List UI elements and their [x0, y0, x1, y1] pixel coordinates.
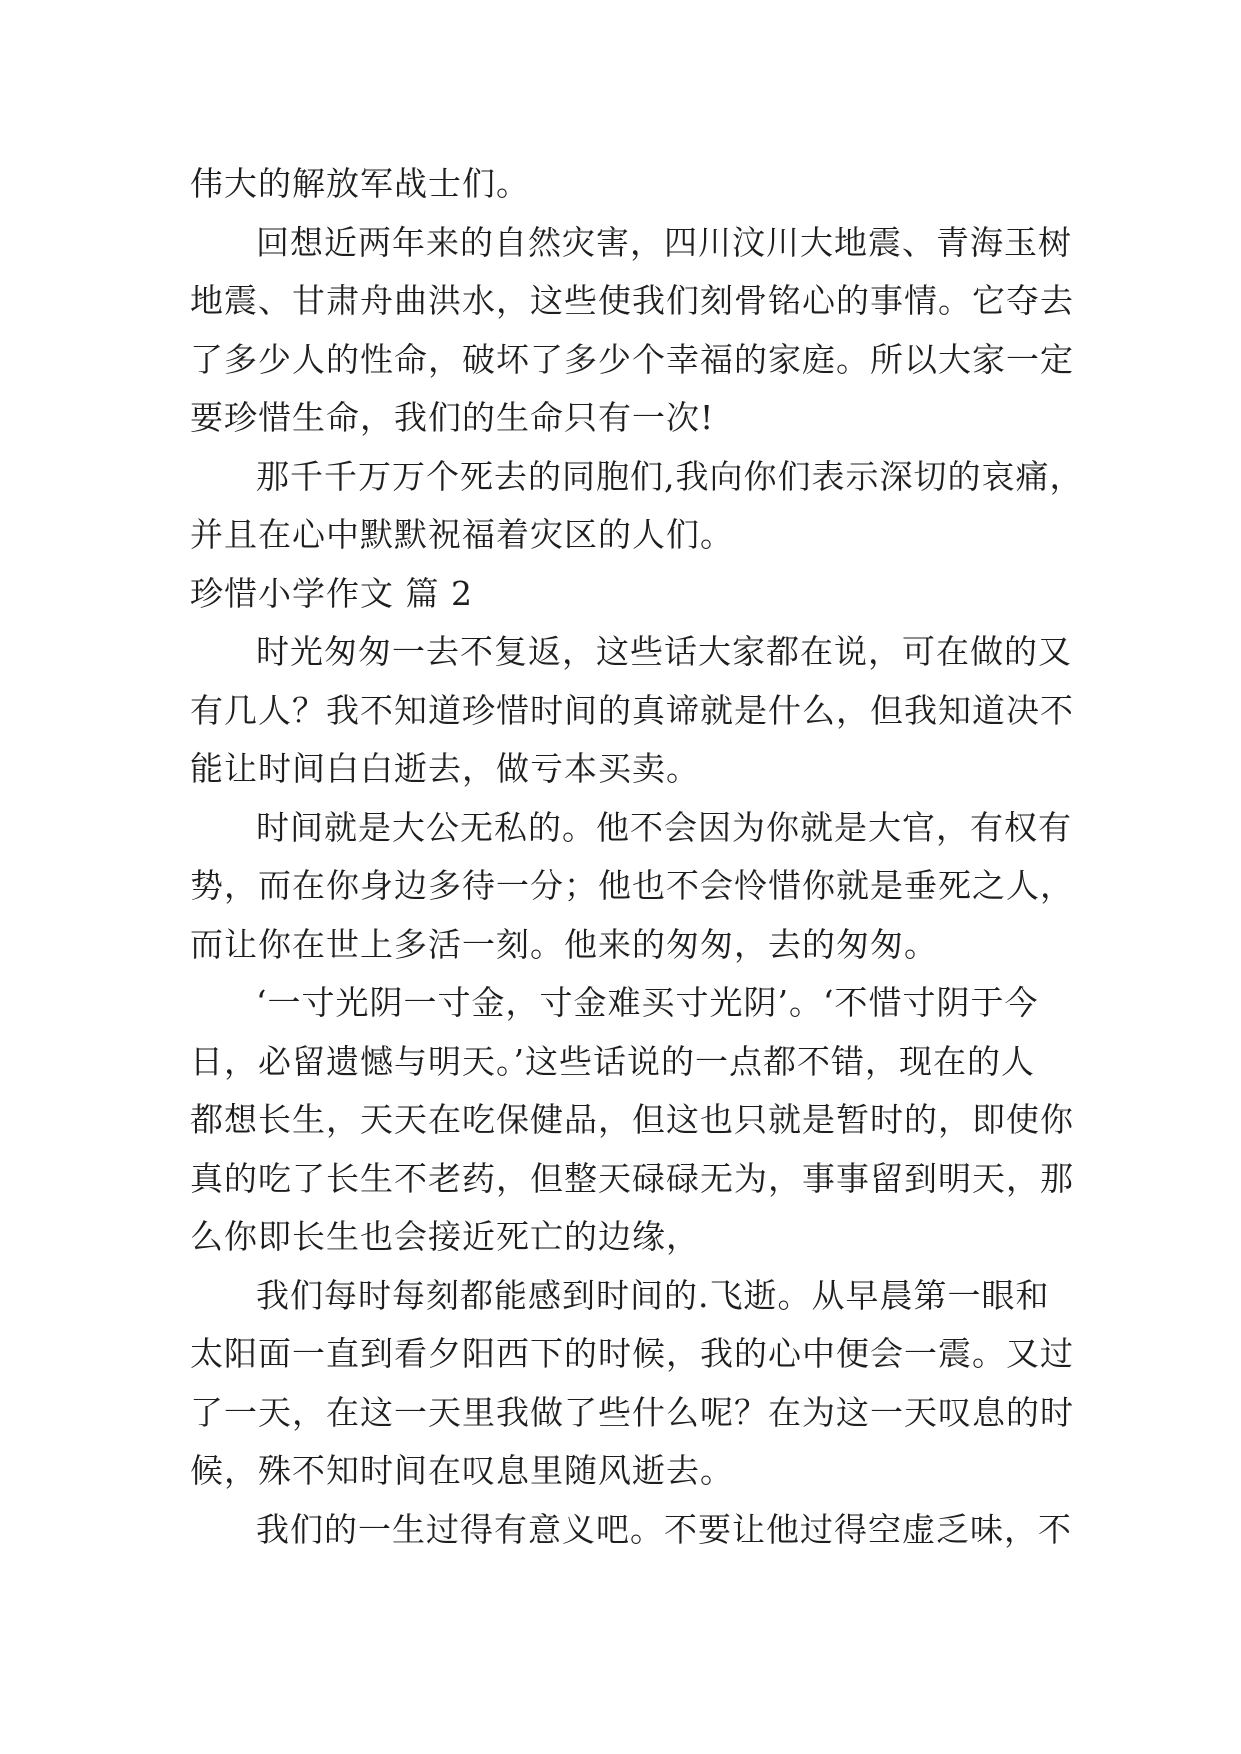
text-line: 时间就是大公无私的。他不会因为你就是大官，有权有	[256, 807, 1072, 847]
text-line: 伟大的解放军战士们。	[190, 164, 530, 203]
text-line: 候，殊不知时间在叹息里随风逝去。	[190, 1451, 734, 1490]
text-line: 太阳面一直到看夕阳西下的时候，我的心中便会一震。又过	[190, 1334, 1074, 1373]
text-line: 时光匆匆一去不复返，这些话大家都在说，可在做的又	[256, 632, 1072, 671]
text-line: 了一天，在这一天里我做了些什么呢？在为这一天叹息的时	[190, 1392, 1074, 1432]
text-line: ‘一寸光阴一寸金，寸金难买寸光阴’。‘不惜寸阴于今	[256, 983, 1039, 1022]
text-line: 么你即长生也会接近死亡的边缘，	[190, 1217, 700, 1256]
text-line: 有几人？我不知道珍惜时间的真谛就是什么，但我知道决不	[190, 690, 1074, 730]
text-line: 都想长生，天天在吃保健品，但这也只就是暂时的，即使你	[190, 1100, 1074, 1139]
text-line: 要珍惜生命，我们的生命只有一次!	[190, 398, 715, 437]
text-line: 那千千万万个死去的同胞们,我向你们表示深切的哀痛，	[256, 456, 1084, 496]
text-line: 真的吃了长生不老药，但整天碌碌无为，事事留到明天，那	[190, 1158, 1074, 1198]
text-line: 能让时间白白逝去，做亏本买卖。	[190, 749, 700, 788]
text-line: 势，而在你身边多待一分；他也不会怜惜你就是垂死之人，	[190, 866, 1074, 905]
text-line: 我们每时每刻都能感到时间的.飞逝。从早晨第一眼和	[256, 1275, 1050, 1315]
text-line: 回想近两年来的自然灾害，四川汶川大地震、青海玉树	[256, 222, 1072, 262]
text-line: 并且在心中默默祝福着灾区的人们。	[190, 515, 734, 554]
document-body	[190, 155, 1084, 1559]
text-line: 地震、甘肃舟曲洪水，这些使我们刻骨铭心的事情。它夺去	[190, 281, 1074, 320]
text-line: 了多少人的性命，破坏了多少个幸福的家庭。所以大家一定	[190, 339, 1074, 379]
text-line: 而让你在世上多活一刻。他来的匆匆，去的匆匆。	[190, 924, 938, 964]
text-line: 我们的一生过得有意义吧。不要让他过得空虚乏味，不	[256, 1509, 1072, 1549]
text-line: 日，必留遗憾与明天。’这些话说的一点都不错，现在的人	[190, 1041, 1035, 1081]
section-heading: 珍惜小学作文 篇 2	[190, 573, 473, 613]
